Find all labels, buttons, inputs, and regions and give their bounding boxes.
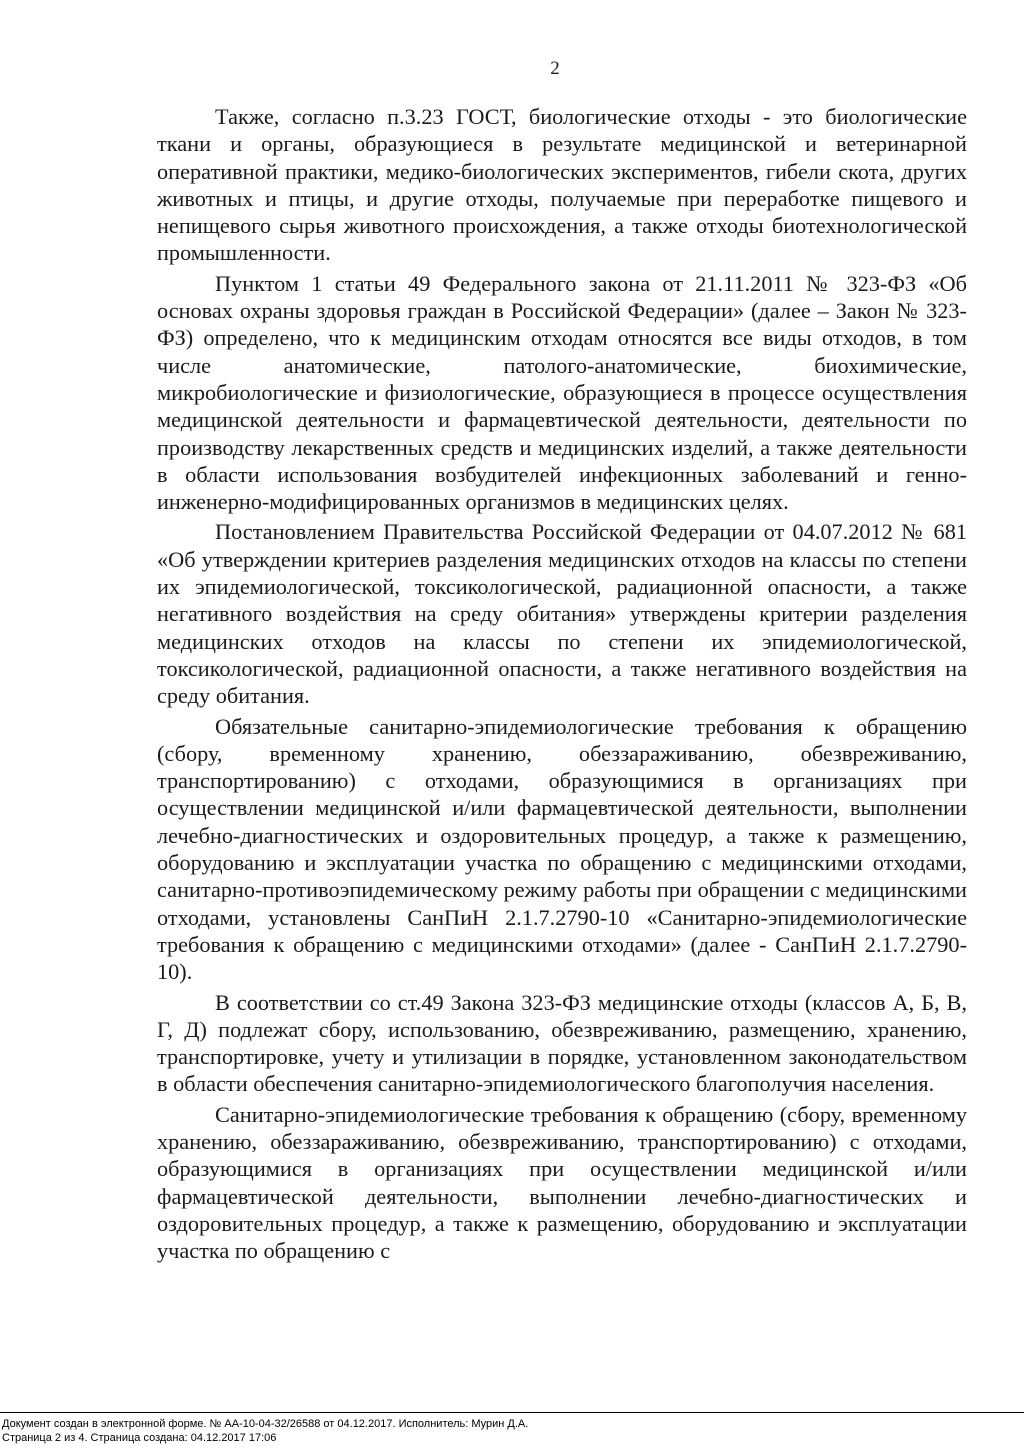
paragraph-biological-waste: Также, согласно п.3.23 ГОСТ, биологические отходы - это биологические ткани и органы, образующиеся в результате медицинской и ветеринарной оперативной практики, медико-биологических экспериментов, гибели скота, других животных и птицы, и другие отходы, получаемые при переработке пищевого и непищевого сырья животного происхождения, а также отходы биотехнологической промышленности. (157, 104, 967, 266)
footer-divider (0, 1412, 1024, 1413)
paragraph-sanitary-requirements: Санитарно-эпидемиологические требования к обращению (сбору, временному хранению, обеззараживанию, обезвреживанию, транспортированию) с отходами, образующимися в организациях при осуществлении медицинской и/или фармацевтической деятельности, выполнении лечебно-диагностических и оздоровительных процедур, а также к размещению, оборудованию и эксплуатации участка по обращению с (157, 1101, 967, 1264)
paragraph-sanpin-requirements: Обязательные санитарно-эпидемиологические требования к обращению (сбору, временному хранению, обеззараживанию, обезвреживанию, транспортированию) с отходами, образующимися в организациях при осуществлении медицинской и/или фармацевтической деятельности, выполнении лечебно-диагностических и оздоровительных процедур, а также к размещению, оборудованию и эксплуатации участка по обращению с медицинскими отходами, санитарно-противоэпидемическому режиму работы при обращении с медицинскими отходами, установлены СанПиН 2.1.7.2790-10 «Санитарно-эпидемиологические требования к обращению с медицинскими отходами» (далее - СанПиН 2.1.7.2790-10). (157, 713, 967, 985)
document-footer (2, 1417, 1022, 1445)
paragraph-article-49: В соответствии со ст.49 Закона 323-ФЗ медицинские отходы (классов А, Б, В, Г, Д) подлежат сбору, использованию, обезвреживанию, размещению, хранению, транспортировке, учету и утилизации в порядке, установленном законодательством в области обеспечения санитарно-эпидемиологического благополучия населения. (157, 989, 967, 1097)
page-number: 2 (550, 58, 560, 79)
paragraph-law-323-fz: Пунктом 1 статьи 49 Федерального закона от 21.11.2011 № 323-ФЗ «Об основах охраны здоровья граждан в Российской Федерации» (далее – Закон № 323-ФЗ) определено, что к медицинским отходам относятся все виды отходов, в том числе анатомические, патолого-анатомические, биохимические, микробиологические и физиологические, образующиеся в процессе осуществления медицинской деятельности и фармацевтической деятельности, деятельности по производству лекарственных средств и медицинских изделий, а также деятельности в области использования возбудителей инфекционных заболеваний и генно-инженерно-модифицированных организмов в медицинских целях. (157, 270, 967, 515)
paragraph-resolution-681: Постановлением Правительства Российской Федерации от 04.07.2012 № 681 «Об утверждении критериев разделения медицинских отходов на классы по степени их эпидемиологической, токсикологической, радиационной опасности, а также негативного воздействия на среду обитания» утверждены критерии разделения медицинских отходов на классы по степени их эпидемиологической, токсикологической, радиационной опасности, а также негативного воздействия на среду обитания. (157, 519, 967, 709)
footer-document-info: Документ создан в электронной форме. № АА-10-04-32/26588 от 04.12.2017. Исполнитель: Мурин Д.А. (2, 1418, 529, 1430)
document-body (157, 103, 967, 1264)
footer-page-info: Страница 2 из 4. Страница создана: 04.12.2017 17:06 (2, 1432, 277, 1444)
